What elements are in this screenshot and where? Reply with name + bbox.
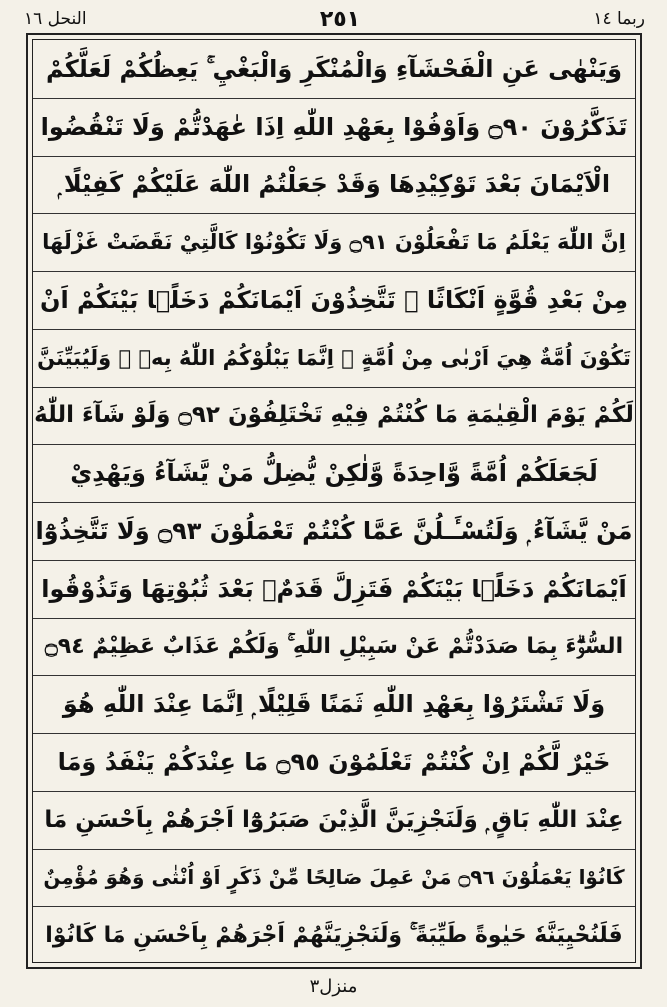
verse-line: اِنَّ اللّٰهَ يَعْلَمُ مَا تَفْعَلُوْنَ ۝٩١ وَلَا تَكُوْنُوْا كَالَّتِيْ نَقَضَتْ غَزْلَهَا [42,230,626,255]
verse-line: اَيْمَانَكُمْ دَخَلًۢا بَيْنَكُمْ فَتَزِلَّ قَدَمٌۢ بَعْدَ ثُبُوْتِهَا وَتَذُوْقُوا [41,574,627,603]
verse-line: تَكُوْنَ اُمَّةٌ هِيَ اَرْبٰى مِنْ اُمَّةٍ ۭ اِنَّمَا يَبْلُوْكُمُ اللّٰهُ بِهٖ ۭ وَلَيُبَيِّنَنَّ [37,345,631,370]
verse-line: الْاَيْمَانَ بَعْدَ تَوْكِيْدِهَا وَقَدْ جَعَلْتُمُ اللّٰهَ عَلَيْكُمْ كَفِيْلًا ۭ [57,170,611,199]
surah-name: النحل ١٦ [24,9,87,29]
page-number: ٢٥١ [319,6,361,32]
verse-line: مَنْ يَّشَآءُ ۭ وَلَتُسْـَٔـلُنَّ عَمَّا كُنْتُمْ تَعْمَلُوْنَ ۝٩٣ وَلَا تَتَّخِذُوْٓا [35,516,633,545]
verse-line: فَلَنُحْيِيَنَّهٗ حَيٰوةً طَيِّبَةً ۚ وَلَنَجْزِيَنَّهُمْ اَجْرَهُمْ بِاَحْسَنِ مَا كَانُوْا [45,922,623,948]
verse-line: لَجَعَلَكُمْ اُمَّةً وَّاحِدَةً وَّلٰكِنْ يُّضِلُّ مَنْ يَّشَآءُ وَيَهْدِيْ [70,459,598,488]
verse-line: لَكُمْ يَوْمَ الْقِيٰمَةِ مَا كُنْتُمْ فِيْهِ تَخْتَلِفُوْنَ ۝٩٢ وَلَوْ شَآءَ اللّٰهُ [34,402,634,429]
verse-line: خَيْرٌ لَّكُمْ اِنْ كُنْتُمْ تَعْلَمُوْنَ ۝٩٥ مَا عِنْدَكُمْ يَنْفَدُ وَمَا [57,747,611,776]
verse-line: مِنْ بَعْدِ قُوَّةٍ اَنْكَاثًا ۭ تَتَّخِذُوْنَ اَيْمَانَكُمْ دَخَلًۢا بَيْنَكُمْ اَنْ [39,285,629,314]
verse-line: عِنْدَ اللّٰهِ بَاقٍ ۭ وَلَنَجْزِيَنَّ الَّذِيْنَ صَبَرُوْٓا اَجْرَهُمْ بِاَحْسَنِ مَا [44,806,624,833]
juz-name: ربما ١٤ [593,9,645,29]
verse-line: تَذَكَّرُوْنَ ۝٩٠ وَاَوْفُوْا بِعَهْدِ اللّٰهِ اِذَا عٰهَدْتُّمْ وَلَا تَنْقُضُوا [40,112,628,141]
page-frame [26,33,642,969]
verse-line: كَانُوْا يَعْمَلُوْنَ ۝٩٦ مَنْ عَمِلَ صَالِحًا مِّنْ ذَكَرٍ اَوْ اُنْثٰى وَهُوَ مُؤْمِنٌ [43,865,625,890]
manzil-footer: منزل٣ [309,976,358,997]
verse-line: وَيَنْهٰى عَنِ الْفَحْشَآءِ وَالْمُنْكَرِ وَالْبَغْيِ ۚ يَعِظُكُمْ لَعَلَّكُمْ [45,54,623,83]
verse-line: السُّوْۗءَ بِمَا صَدَدْتُّمْ عَنْ سَبِيْلِ اللّٰهِ ۚ وَلَكُمْ عَذَابٌ عَظِيْمٌ ۝٩٤ [44,633,624,659]
page-frame-inner [32,39,636,963]
verse-line: وَلَا تَشْتَرُوْا بِعَهْدِ اللّٰهِ ثَمَنًا قَلِيْلًا ۭ اِنَّمَا عِنْدَ اللّٰهِ هُوَ [62,690,606,719]
verse-lines [33,40,635,962]
page-header [22,6,647,32]
